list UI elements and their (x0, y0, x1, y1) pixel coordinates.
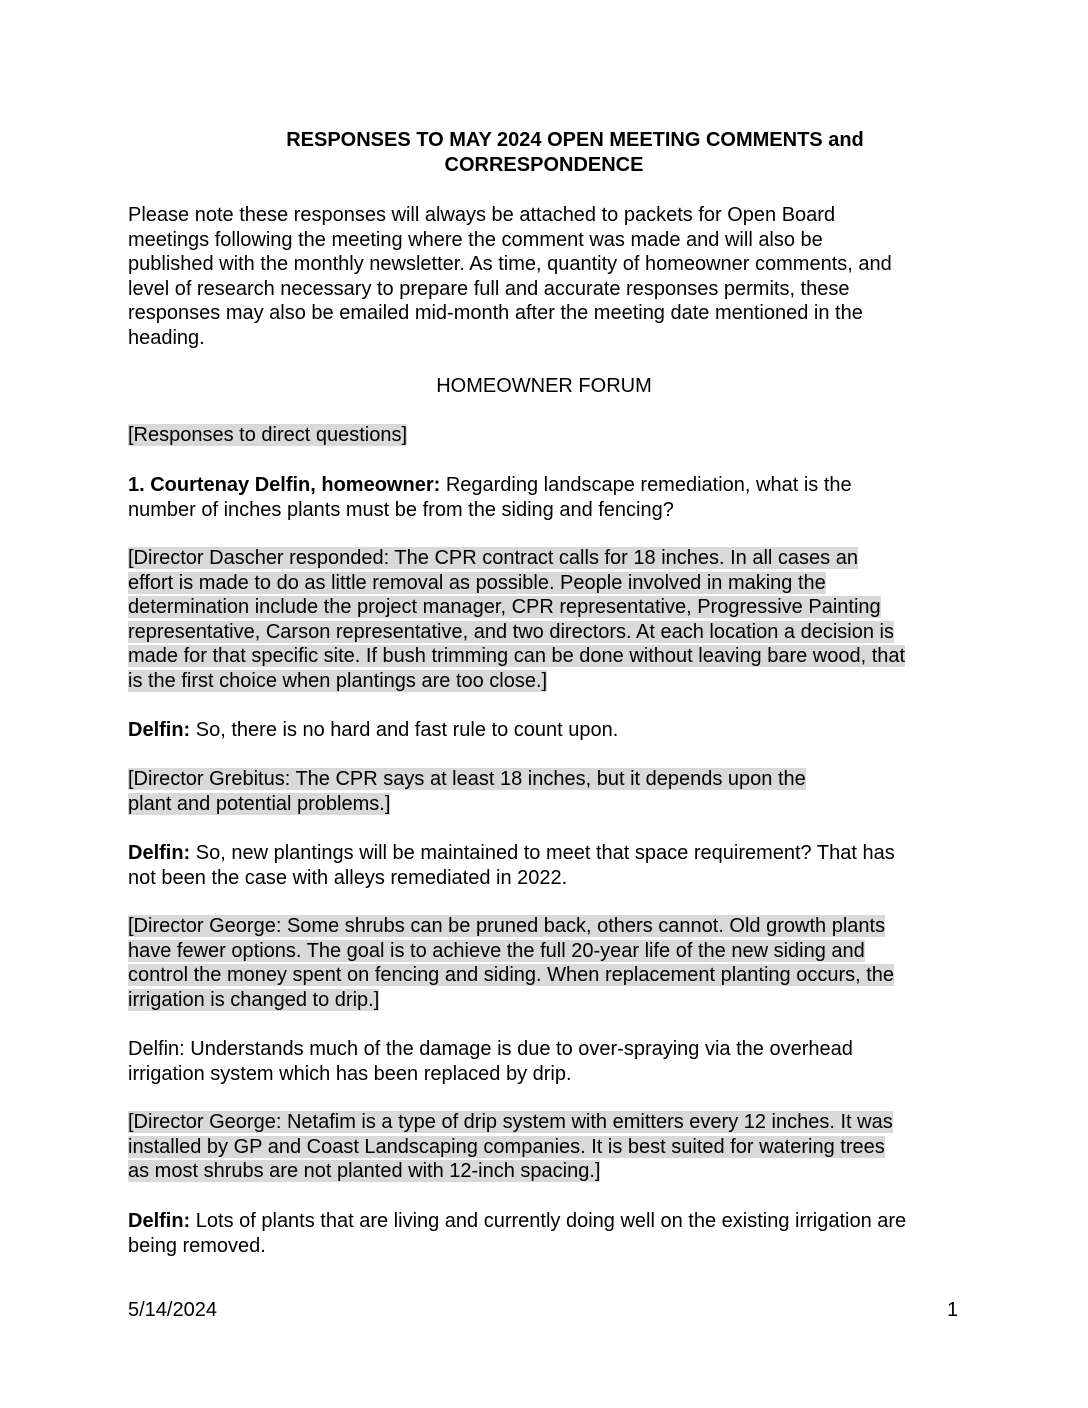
intro-line: Please note these responses will always be attached to packets for Open Board (128, 204, 836, 226)
delfin-text: irrigation system which has been replaced by drip. (128, 1062, 572, 1085)
responses-note (128, 423, 407, 448)
footer-date: 5/14/2024 (128, 1299, 217, 1321)
george-line: have fewer options. The goal is to achieve the full 20-year life of the new siding and (128, 939, 865, 962)
intro-line: level of research necessary to prepare full and accurate responses permits, these (128, 277, 850, 300)
page-number: 1 (947, 1299, 959, 1321)
delfin-text: So, new plantings will be maintained to meet that space requirement? That has (190, 842, 895, 864)
george-line: installed by GP and Coast Landscaping companies. It is best suited for watering trees (128, 1135, 885, 1158)
question-1 (128, 473, 852, 522)
george-line: irrigation is changed to drip.] (128, 988, 380, 1011)
document-title (0, 128, 1088, 177)
section-heading: HOMEOWNER FORUM (436, 375, 652, 397)
dascher-line: [Director Dascher responded: The CPR contract calls for 18 inches. In all cases an (128, 547, 858, 569)
delfin-text: Delfin: Understands much of the damage is due to over-spraying via the overhead (128, 1038, 853, 1060)
intro-paragraph (128, 203, 892, 350)
delfin-speaker: Delfin: (128, 1210, 191, 1232)
grebitus-line: [Director Grebitus: The CPR says at least 18 inches, but it depends upon the (128, 768, 806, 790)
question-1-speaker: 1. Courtenay Delfin, homeowner: (128, 474, 441, 496)
responses-note-text: [Responses to direct questions] (128, 424, 408, 446)
grebitus-line: plant and potential problems.] (128, 792, 391, 815)
delfin-speaker: Delfin: (128, 842, 191, 864)
title-line-2: CORRESPONDENCE (444, 153, 644, 176)
question-1-text: Regarding landscape remediation, what is the (440, 474, 852, 496)
dascher-line: determination include the project manager, CPR representative, Progressive Painting (128, 596, 881, 618)
delfin-text: not been the case with alleys remediated in 2022. (128, 866, 568, 889)
delfin-text: being removed. (128, 1234, 266, 1257)
delfin-comment-1 (128, 718, 618, 743)
george-line: [Director George: Some shrubs can be pruned back, others cannot. Old growth plants (128, 915, 886, 937)
intro-line: meetings following the meeting where the comment was made and will also be (128, 228, 823, 251)
delfin-text: So, there is no hard and fast rule to count upon. (190, 719, 619, 741)
intro-line: heading. (128, 326, 205, 349)
george-response-1 (128, 914, 894, 1012)
grebitus-response (128, 767, 806, 816)
intro-line: responses may also be emailed mid-month after the meeting date mentioned in the (128, 302, 863, 324)
dascher-line: made for that specific site. If bush trimming can be done without leaving bare wood, that (128, 645, 906, 667)
delfin-comment-4 (128, 1209, 906, 1258)
title-line-1: RESPONSES TO MAY 2024 OPEN MEETING COMMENTS and (286, 129, 864, 151)
delfin-speaker: Delfin: (128, 719, 191, 741)
dascher-line: is the first choice when plantings are too close.] (128, 669, 548, 692)
delfin-comment-2 (128, 841, 895, 890)
george-response-2 (128, 1110, 893, 1184)
intro-line: published with the monthly newsletter. As time, quantity of homeowner comments, and (128, 253, 892, 275)
dascher-line: effort is made to do as little removal as possible. People involved in making the (128, 571, 826, 594)
george-line: as most shrubs are not planted with 12-inch spacing.] (128, 1160, 601, 1182)
question-1-text: number of inches plants must be from the siding and fencing? (128, 498, 674, 521)
delfin-comment-3 (128, 1037, 853, 1086)
delfin-text: Lots of plants that are living and currently doing well on the existing irrigation are (190, 1210, 907, 1232)
dascher-response (128, 546, 905, 693)
dascher-line: representative, Carson representative, and two directors. At each location a decision is (128, 620, 894, 643)
george-line: [Director George: Netafim is a type of drip system with emitters every 12 inches. It was (128, 1111, 893, 1133)
george-line: control the money spent on fencing and siding. When replacement planting occurs, the (128, 964, 895, 986)
